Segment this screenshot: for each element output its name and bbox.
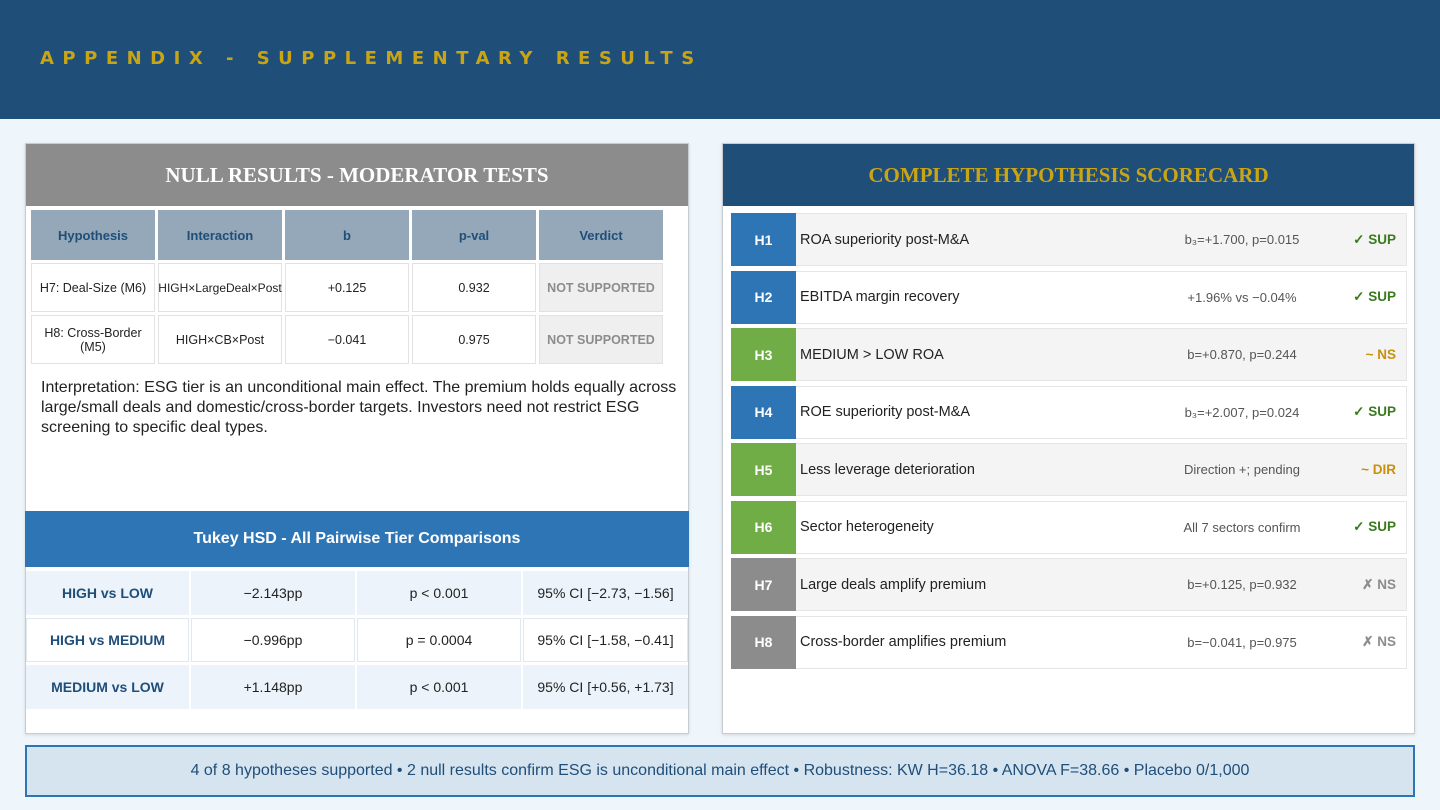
hypothesis-statistic: b₃=+1.700, p=0.015 (1184, 232, 1300, 247)
verdict-label: ✓ SUP (1353, 231, 1396, 247)
verdict-label: ✓ SUP (1353, 519, 1396, 534)
hypothesis-description: Less leverage deterioration (800, 461, 975, 478)
list-item (731, 271, 1407, 324)
hypothesis-cell: H8: Cross-Border (M5) (31, 315, 155, 364)
column-header: p-val (412, 210, 536, 260)
header-bar (0, 0, 1440, 119)
hypothesis-badge: H5 (731, 443, 796, 496)
verdict-label: ~ NS (1365, 347, 1396, 362)
hypothesis-description: ROA superiority post-M&A (800, 231, 970, 248)
verdict-label: ✗ NS (1362, 576, 1396, 592)
hypothesis-badge: H2 (731, 271, 796, 324)
hypothesis-badge: H4 (731, 386, 796, 439)
summary-footer: 4 of 8 hypotheses supported • 2 null results confirm ESG is unconditional main effect • Robustness: KW H=36.18 • ANOVA F=38.66 • Placebo 0/1,000 (25, 745, 1415, 797)
moderator-table (31, 210, 663, 367)
list-item (731, 328, 1407, 381)
null-results-title: NULL RESULTS - MODERATOR TESTS (26, 144, 688, 206)
ci-cell: 95% CI [+0.56, +1.73] (523, 665, 688, 709)
tukey-title: Tukey HSD - All Pairwise Tier Comparisons (25, 511, 689, 567)
table-row (31, 263, 663, 312)
hypothesis-statistic: Direction +; pending (1184, 462, 1300, 477)
table-row (26, 618, 688, 662)
list-item (731, 386, 1407, 439)
pair-cell: MEDIUM vs LOW (26, 665, 189, 709)
table-row (26, 571, 688, 615)
hypothesis-badge: H7 (731, 558, 796, 611)
hypothesis-description: ROE superiority post-M&A (800, 404, 971, 420)
column-header: Hypothesis (31, 210, 155, 260)
p-cell: p = 0.0004 (357, 618, 521, 662)
hypothesis-description: Sector heterogeneity (800, 519, 934, 535)
verdict-label: ~ DIR (1361, 462, 1396, 477)
hypothesis-statistic: b=−0.041, p=0.975 (1187, 634, 1297, 650)
hypothesis-statistic: All 7 sectors confirm (1183, 519, 1301, 535)
list-item (731, 558, 1407, 611)
scorecard-list (731, 213, 1407, 673)
column-header: Interaction (158, 210, 282, 260)
hypothesis-description: Large deals amplify premium (800, 576, 987, 593)
diff-cell: −0.996pp (191, 618, 355, 662)
coefficient-cell: −0.041 (285, 315, 409, 364)
pvalue-cell: 0.975 (412, 315, 536, 364)
ci-cell: 95% CI [−1.58, −0.41] (523, 618, 688, 662)
interaction-cell: HIGH×CB×Post (158, 315, 282, 364)
ci-cell: 95% CI [−2.73, −1.56] (523, 571, 688, 615)
list-item (731, 443, 1407, 496)
hypothesis-badge: H3 (731, 328, 796, 381)
hypothesis-statistic: +1.96% vs −0.04% (1187, 289, 1297, 305)
column-header: b (285, 210, 409, 260)
pair-cell: HIGH vs MEDIUM (26, 618, 189, 662)
table-row (31, 315, 663, 364)
hypothesis-badge: H1 (731, 213, 796, 266)
list-item (731, 501, 1407, 554)
verdict-cell: NOT SUPPORTED (539, 263, 663, 312)
scorecard-panel (722, 143, 1415, 734)
interpretation-text: Interpretation: ESG tier is an unconditional main effect. The premium holds equally across large/small deals and domestic/cross-border targets. Investors need not restrict ESG screening to specific deal types. (41, 379, 677, 436)
hypothesis-description: MEDIUM > LOW ROA (800, 346, 944, 363)
column-header: Verdict (539, 210, 663, 260)
coefficient-cell: +0.125 (285, 263, 409, 312)
interaction-cell: HIGH×LargeDeal×Post (158, 263, 282, 312)
diff-cell: +1.148pp (191, 665, 355, 709)
null-results-panel (25, 143, 689, 734)
hypothesis-description: Cross-border amplifies premium (800, 634, 1007, 650)
pvalue-cell: 0.932 (412, 263, 536, 312)
verdict-cell: NOT SUPPORTED (539, 315, 663, 364)
diff-cell: −2.143pp (191, 571, 355, 615)
list-item (731, 213, 1407, 266)
hypothesis-cell: H7: Deal-Size (M6) (31, 263, 155, 312)
scorecard-title: COMPLETE HYPOTHESIS SCORECARD (723, 144, 1414, 206)
p-cell: p < 0.001 (357, 571, 521, 615)
table-row (26, 665, 688, 709)
hypothesis-badge: H8 (731, 616, 796, 669)
hypothesis-statistic: b=+0.125, p=0.932 (1187, 577, 1297, 592)
page-title: APPENDIX - SUPPLEMENTARY RESULTS (40, 48, 703, 69)
tukey-table (26, 571, 688, 712)
table-header-row (31, 210, 663, 260)
pair-cell: HIGH vs LOW (26, 571, 189, 615)
hypothesis-badge: H6 (731, 501, 796, 554)
p-cell: p < 0.001 (357, 665, 521, 709)
verdict-label: ✓ SUP (1353, 404, 1396, 419)
hypothesis-statistic: b₃=+2.007, p=0.024 (1184, 404, 1300, 420)
verdict-label: ✓ SUP (1353, 289, 1396, 304)
hypothesis-statistic: b=+0.870, p=0.244 (1187, 347, 1297, 362)
list-item (731, 616, 1407, 669)
hypothesis-description: EBITDA margin recovery (800, 289, 960, 305)
verdict-label: ✗ NS (1362, 634, 1396, 649)
